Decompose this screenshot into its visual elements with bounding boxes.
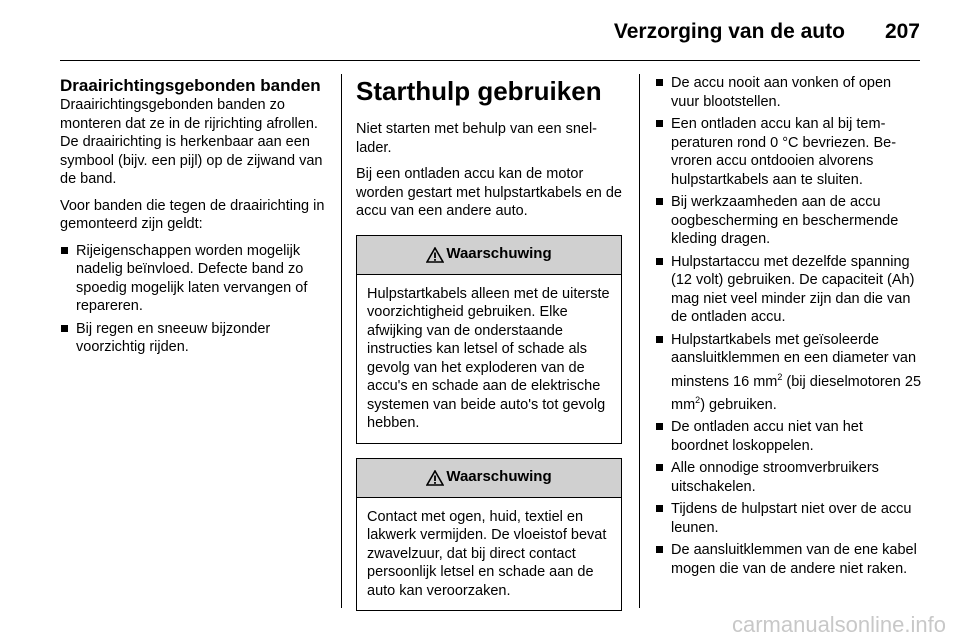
column-divider-left: [341, 74, 342, 608]
list-item: Rijeigenschappen worden mogelijk nadelig beïnvloed. Defecte band zo spoedig mogelijk laten vervangen of repareren.: [60, 242, 326, 316]
bullet-list: [655, 74, 923, 578]
list-item: Bij regen en sneeuw bijzonder voorzichtig rijden.: [60, 320, 326, 357]
warning-title: Waarschuwing: [446, 468, 552, 486]
superscript: 2: [695, 394, 701, 405]
warning-triangle-icon: [426, 470, 444, 486]
paragraph: Bij een ontladen accu kan de motor worden gestart met hulpstartkabels en de accu van een andere auto.: [356, 166, 622, 219]
page-number: 207: [884, 20, 920, 43]
paragraph: Draairichtingsgebonden banden zo monteren dat ze in de rijrichting afrollen. De draairichting is herkenbaar aan een symbool (bijv. een pijl) op de zijwand van de band.: [60, 97, 323, 187]
warning-title: Waarschuwing: [446, 245, 552, 263]
warning-text: Hulpstartkabels alleen met de uiterste voorzichtigheid gebruiken. Elke afwijking van de onderstaande instructies kan letsel of schade als gevolg van het exploderen van de accu's en schade aan de elektrische systemen van beide auto's tot gevolg hebben.: [367, 285, 610, 431]
warning-box: [356, 458, 622, 612]
header-rule: [60, 60, 920, 61]
paragraph: Niet starten met behulp van een snellader.: [356, 121, 598, 156]
list-item-text: Hulpstartkabels met geïsoleerde aansluitklemmen en een diameter van minstens 16 mm: [671, 331, 917, 390]
list-item: De accu nooit aan vonken of open vuur blootstellen.: [655, 74, 923, 111]
list-item: Bij werkzaamheden aan de accu oogbescherming en beschermende kleding dragen.: [655, 193, 923, 249]
warning-header: [357, 236, 621, 275]
subsection-heading: Draairichtingsgebonden banden: [60, 76, 321, 95]
list-item-text: (bij dieselmotoren 25 mm: [671, 373, 922, 413]
column-left: [60, 74, 326, 361]
watermark: carmanualsonline.info: [731, 612, 946, 637]
column-middle: [356, 74, 622, 619]
list-item: De aansluitklemmen van de ene kabel mogen die van de andere niet raken.: [655, 541, 923, 578]
chapter-title: Verzorging van de auto: [613, 20, 845, 43]
list-item: Alle onnodige stroomverbruikers uitschakelen.: [655, 459, 923, 496]
superscript: 2: [777, 371, 783, 382]
paragraph: Voor banden die tegen de draairichting in gemonteerd zijn geldt:: [60, 197, 325, 232]
list-item: Een ontladen accu kan al bij temperaturen rond 0 °C bevriezen. Bevroren accu ontdooien alvorens hulpstartkabels aan te sluiten.: [655, 115, 923, 189]
page-header: [60, 14, 920, 50]
list-item: Hulpstartaccu met dezelfde spanning (12 volt) gebruiken. De capaciteit (Ah) mag niet veel minder zijn dan die van de ontladen accu.: [655, 253, 923, 327]
list-item: De ontladen accu niet van het boordnet loskoppelen.: [655, 418, 923, 455]
list-item: [655, 331, 923, 415]
column-divider-right: [639, 74, 640, 608]
column-right: [655, 74, 923, 582]
list-item: Tijdens de hulpstart niet over de accu leunen.: [655, 500, 923, 537]
list-item-text: ) gebruiken.: [700, 396, 777, 413]
warning-text: Contact met ogen, huid, textiel en lakwerk vermijden. De vloeistof bevat zwavelzuur, dat bij direct contact persoonlijk letsel en schade aan de auto kan veroorzaken.: [367, 508, 607, 599]
bullet-list: [60, 242, 326, 357]
warning-box: [356, 235, 622, 444]
warning-triangle-icon: [426, 247, 444, 263]
warning-header: [357, 459, 621, 498]
section-heading: Starthulp gebruiken: [356, 76, 602, 106]
